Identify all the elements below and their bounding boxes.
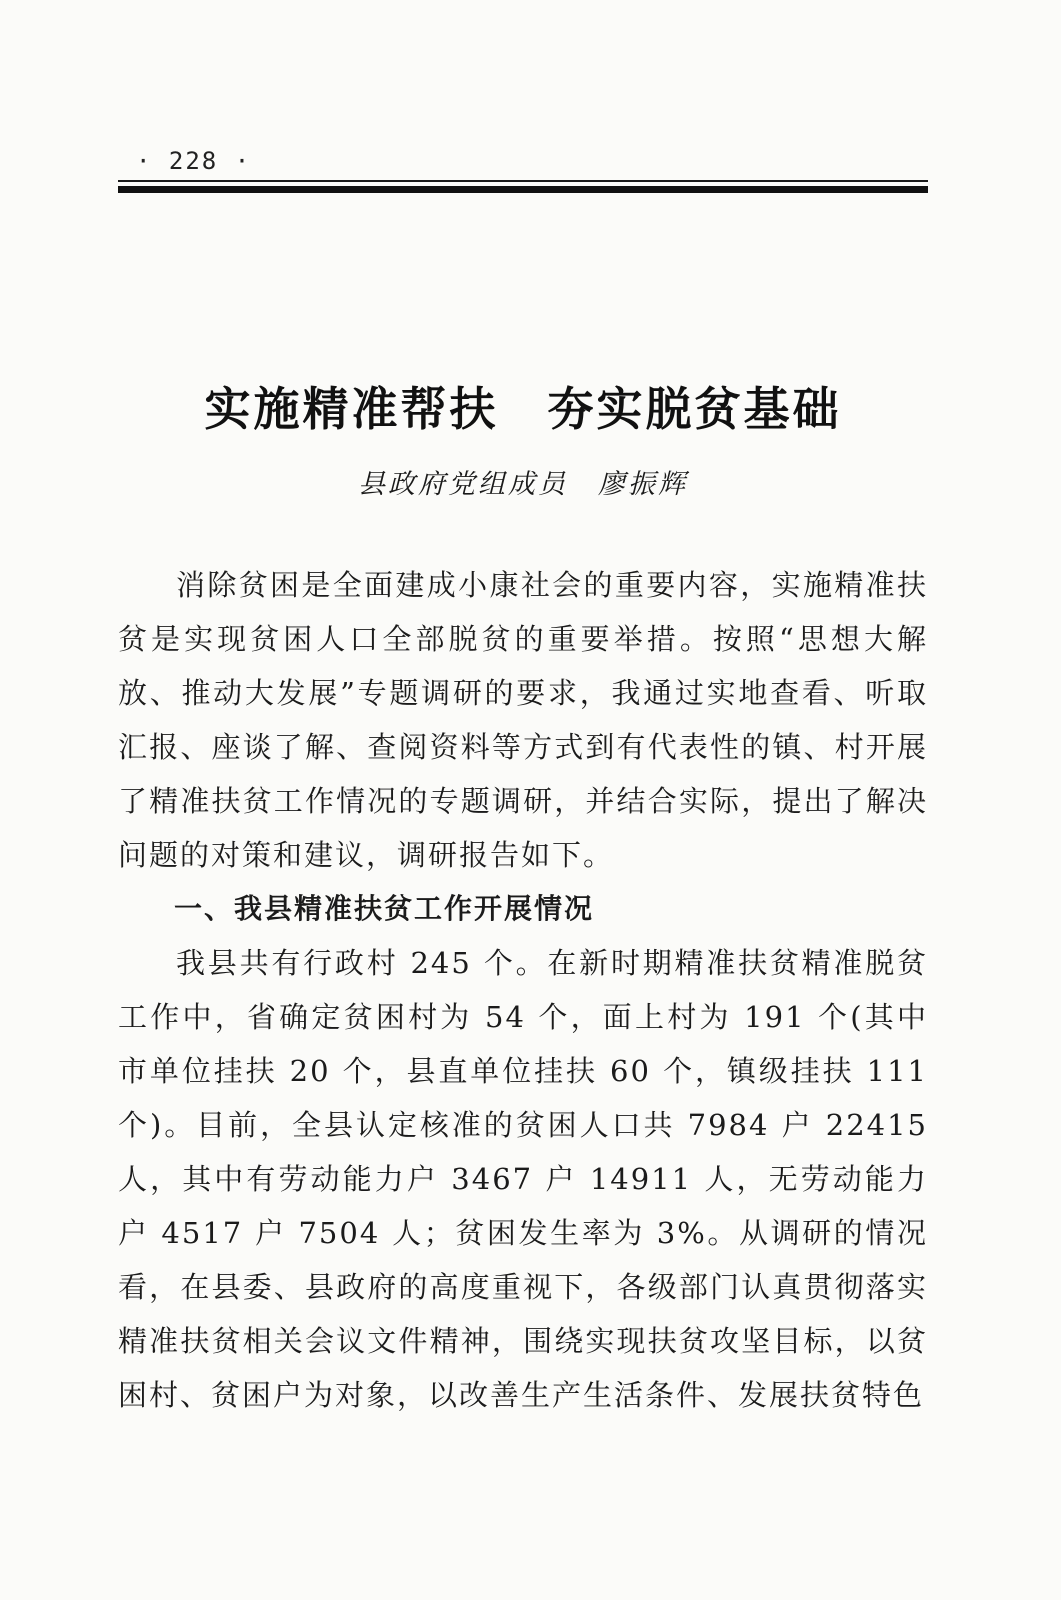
page-header — [118, 144, 928, 178]
page-number: · 228 · — [136, 147, 252, 175]
section-paragraph: 我县共有行政村 245 个。在新时期精准扶贫精准脱贫工作中，省确定贫困村为 54 个，面上村为 191 个(其中市单位挂扶 20 个，县直单位挂扶 60 个，镇级挂扶 111 个)。目前，全县认定核准的贫困人口共 7984 户 22415 人，其中有劳动能力户 3467 户 14911 人，无劳动能力户 4517 户 7504 人；贫困发生率为 3%。从调研的情况看，在县委、县政府的高度重视下，各级部门认真贯彻落实精准扶贫相关会议文件精神，围绕实现扶贫攻坚目标，以贫困村、贫困户为对象，以改善生产生活条件、发展扶贫特色 — [118, 946, 928, 1412]
intro-paragraph: 消除贫困是全面建成小康社会的重要内容，实施精准扶贫是实现贫困人口全部脱贫的重要举措。按照“思想大解放、推动大发展”专题调研的要求，我通过实地查看、听取汇报、座谈了解、查阅资料等方式到有代表性的镇、村开展了精准扶贫工作情况的专题调研，并结合实际，提出了解决问题的对策和建议，调研报告如下。 — [118, 568, 928, 872]
article-body — [118, 558, 928, 1422]
article-title: 实施精准帮扶 夯实脱贫基础 — [204, 381, 842, 436]
header-rule-thin — [118, 180, 928, 182]
section-heading: 一、我县精准扶贫工作开展情况 — [174, 892, 595, 925]
article-byline: 县政府党组成员 廖振辉 — [358, 469, 688, 500]
header-rule-thick — [118, 186, 928, 193]
